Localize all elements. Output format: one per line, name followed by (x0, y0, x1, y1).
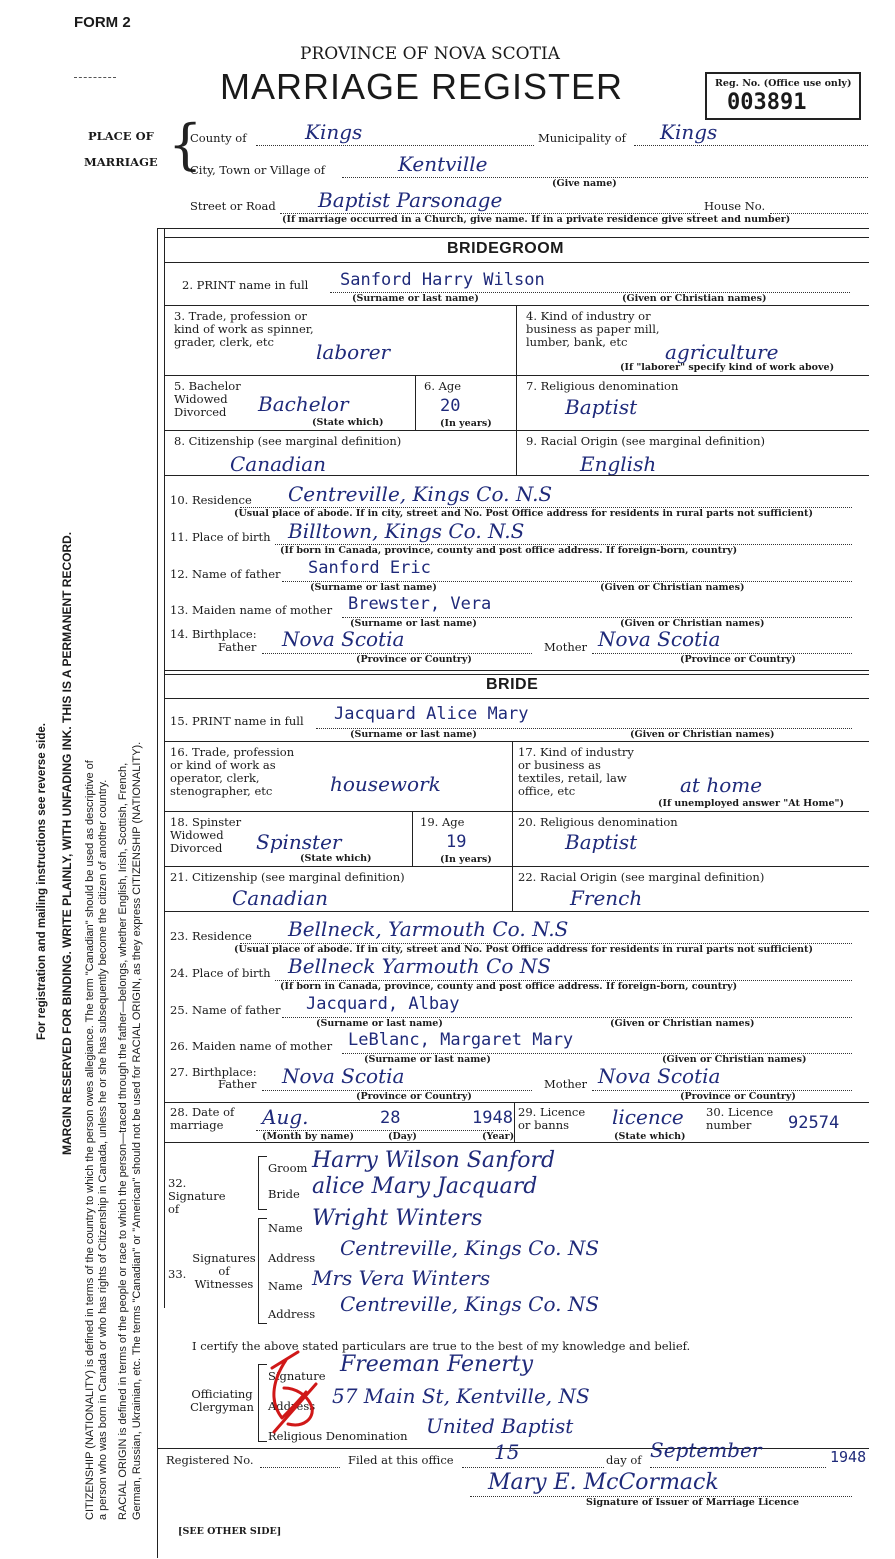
f29-label: 29. Licence or banns (518, 1105, 586, 1132)
groom-birthplace: Billtown, Kings Co. N.S (288, 519, 525, 543)
municipality-label: Municipality of (538, 131, 626, 145)
clergy-signature: Freeman Fenerty (340, 1352, 534, 1377)
page-title: MARRIAGE REGISTER (220, 66, 624, 107)
licence-or-banns: licence (612, 1105, 684, 1129)
issuer-signature: Mary E. McCormack (488, 1470, 719, 1495)
county-label: County of (190, 131, 247, 145)
place-brace: { (168, 113, 203, 176)
place-note: (If marriage occurred in a Church, give name. If in a private residence give street and number) (282, 214, 791, 225)
margin-mark (74, 77, 116, 78)
given-note: (Given or Christian names) (622, 293, 767, 304)
bride-prov-note-1: (Province or Country) (356, 1091, 472, 1102)
bride-status: Spinster (256, 830, 342, 854)
bride-prov-note-2: (Province or Country) (680, 1091, 796, 1102)
municipality-value: Kings (660, 120, 718, 144)
groom-sig-label: Groom (268, 1161, 308, 1175)
prov-note-2: (Province or Country) (680, 654, 796, 665)
county-value: Kings (305, 120, 363, 144)
margin-line-2: For registration and mailing instructions see reverse side. (36, 723, 48, 1040)
reg-no-label: Reg. No. (Office use only) (715, 78, 852, 89)
witnesses-label: Signatures of Witnesses (192, 1251, 256, 1291)
place-header-2: MARRIAGE (84, 155, 158, 169)
bride-father-birthplace: Nova Scotia (282, 1064, 405, 1088)
margin-line-4: a person who was born in Canada or who has rights of Citizenship in Canada, unless he or she has subsequently become the citizen of another country. (97, 779, 109, 1520)
residence-note: (Usual place of abode. If in city, street and No. Post Office address for residents in rural parts not sufficient) (234, 508, 813, 519)
w1-address-label: Address (268, 1251, 316, 1265)
place-header-1: PLACE OF (88, 129, 154, 143)
surname-note: (Surname or last name) (352, 293, 479, 304)
f5-label: 5. Bachelor Widowed Divorced (174, 379, 241, 419)
filed-month: September (650, 1438, 762, 1462)
f7-label: 7. Religious denomination (526, 379, 679, 393)
issuer-label: Signature of Issuer of Marriage Licence (586, 1497, 799, 1508)
bride-birth-note: (If born in Canada, province, county and post office address. If foreign-born, country) (280, 981, 738, 992)
witness-2-name: Mrs Vera Winters (312, 1266, 491, 1290)
bride-section-title: BRIDE (486, 676, 539, 693)
signature-label: Signature (268, 1369, 326, 1383)
bride-father-label: Father (218, 1077, 257, 1091)
w1-name-label: Name (268, 1221, 303, 1235)
groom-father: Sanford Eric (308, 558, 431, 578)
red-check-mark (264, 1348, 326, 1434)
father-surname-note: (Surname or last name) (310, 582, 437, 593)
groom-section-title: BRIDEGROOM (447, 240, 564, 257)
f32-label: 32. Signature of (168, 1176, 226, 1216)
father-given-note: (Given or Christian names) (600, 582, 745, 593)
bride-birthplace: Bellneck Yarmouth Co NS (288, 954, 551, 978)
filed-day: 15 (494, 1440, 520, 1464)
f16-label: 16. Trade, profession or kind of work as operator, clerk, stenographer, etc (170, 745, 295, 798)
street-label: Street or Road (190, 199, 276, 213)
bride-industry: at home (680, 773, 763, 797)
w2-address-label: Address (268, 1307, 316, 1321)
bride-age: 19 (446, 832, 467, 852)
f12-label: 12. Name of father (170, 567, 281, 581)
f17-note: (If unemployed answer "At Home") (658, 798, 844, 809)
margin-line-3: CITIZENSHIP (NATIONALITY) is defined in terms of the country to which the person owes allegiance. The term "Canadian" should be used as descriptive of (84, 760, 96, 1520)
margin-line-1: MARGIN RESERVED FOR BINDING. WRITE PLAINLY, WITH UNFADING INK. THIS IS A PERMANENT RECORD. (60, 531, 74, 1155)
f28-label: 28. Date of marriage (170, 1105, 235, 1132)
form-label: FORM 2 (74, 14, 131, 31)
sig-bracket (258, 1156, 267, 1210)
clergy-denomination: United Baptist (426, 1414, 574, 1438)
state-which-29: (State which) (614, 1131, 686, 1142)
margin-line-6: German, Russian, Ukrainian, etc. The terms "Canadian" or "American" should not be used for RACIAL ORIGIN, as they express CITIZENSHIP (NATIONALITY). (131, 741, 143, 1520)
in-years-note: (In years) (440, 418, 492, 429)
clergy-address-label: Address (268, 1399, 316, 1413)
bride-religion: Baptist (565, 830, 638, 854)
registered-label: Registered No. (166, 1453, 254, 1467)
bride-father: Jacquard, Albay (306, 994, 460, 1014)
clergy-label: Officiating Clergyman (190, 1387, 254, 1414)
day-note: (Day) (388, 1131, 417, 1142)
filed-label: Filed at this office (348, 1453, 454, 1467)
bride-state-which: (State which) (300, 853, 372, 864)
province-heading: PROVINCE OF NOVA SCOTIA (300, 44, 560, 64)
f6-label: 6. Age (424, 379, 462, 393)
mother-surname-note: (Surname or last name) (350, 618, 477, 629)
groom-residence: Centreville, Kings Co. N.S (288, 482, 553, 506)
f15-label: 15. PRINT name in full (170, 714, 304, 728)
f30-label: 30. Licence number (706, 1105, 774, 1132)
bride-trade: housework (330, 772, 441, 796)
bride-residence: Bellneck, Yarmouth Co. N.S (288, 917, 569, 941)
licence-number: 92574 (788, 1113, 840, 1133)
year-note: (Year) (482, 1131, 515, 1142)
month-note: (Month by name) (262, 1131, 354, 1142)
w2-name-label: Name (268, 1279, 303, 1293)
birth-note: (If born in Canada, province, county and post office address. If foreign-born, country) (280, 545, 738, 556)
bride-sig-label: Bride (268, 1187, 300, 1201)
f9-label: 9. Racial Origin (see marginal definition) (526, 434, 766, 448)
clergy-address: 57 Main St, Kentville, NS (332, 1384, 590, 1408)
f10-label: 10. Residence (170, 493, 252, 507)
f20-label: 20. Religious denomination (518, 815, 678, 829)
groom-mother-birthplace: Nova Scotia (598, 627, 721, 651)
bride-father-given-note: (Given or Christian names) (610, 1018, 755, 1029)
bride-in-years: (In years) (440, 854, 492, 865)
marriage-day: 28 (380, 1108, 401, 1128)
bride-origin: French (570, 886, 643, 910)
bride-citizenship: Canadian (232, 886, 329, 910)
filed-year: 1948 (830, 1448, 867, 1466)
f18-label: 18. Spinster Widowed Divorced (170, 815, 242, 855)
reg-no-value: 003891 (727, 90, 807, 115)
groom-trade: laborer (316, 340, 391, 364)
marriage-year: 1948 (472, 1108, 513, 1128)
f2-label: 2. PRINT name in full (182, 278, 309, 292)
witness-1-address: Centreville, Kings Co. NS (340, 1236, 600, 1260)
groom-age: 20 (440, 396, 461, 416)
groom-citizenship: Canadian (230, 452, 327, 476)
give-name-note: (Give name) (552, 178, 617, 189)
denomination-label: Religious Denomination (268, 1429, 408, 1443)
f33-label: 33. (168, 1267, 187, 1281)
witness-bracket (258, 1218, 267, 1324)
f8-label: 8. Citizenship (see marginal definition) (174, 434, 402, 448)
groom-religion: Baptist (565, 395, 638, 419)
witness-1-name: Wright Winters (312, 1206, 483, 1231)
f23-label: 23. Residence (170, 929, 252, 943)
bride-surname-note: (Surname or last name) (350, 729, 477, 740)
f19-label: 19. Age (420, 815, 465, 829)
bride-mother-birthplace: Nova Scotia (598, 1064, 721, 1088)
f14-label: 14. Birthplace: (170, 627, 257, 641)
bride-signature: alice Mary Jacquard (312, 1174, 538, 1199)
bride-given-note: (Given or Christian names) (630, 729, 775, 740)
groom-name: Sanford Harry Wilson (340, 270, 545, 290)
mother-given-note: (Given or Christian names) (620, 618, 765, 629)
house-label: House No. (704, 199, 766, 213)
groom-father-birthplace: Nova Scotia (282, 627, 405, 651)
groom-mother: Brewster, Vera (348, 594, 492, 614)
f22-label: 22. Racial Origin (see marginal definition) (518, 870, 765, 884)
f27-label: 27. Birthplace: (170, 1065, 257, 1079)
f17-label: 17. Kind of industry or business as textiles, retail, law office, etc (518, 745, 634, 798)
mother-label: Mother (544, 640, 588, 654)
groom-industry: agriculture (665, 340, 779, 364)
f3-label: 3. Trade, profession or kind of work as spinner, grader, clerk, etc (174, 309, 314, 349)
f26-label: 26. Maiden name of mother (170, 1039, 333, 1053)
father-label: Father (218, 640, 257, 654)
groom-status: Bachelor (258, 392, 349, 416)
prov-note-1: (Province or Country) (356, 654, 472, 665)
day-of-label: day of (606, 1453, 642, 1467)
see-other-side: [SEE OTHER SIDE] (178, 1526, 282, 1537)
marriage-month: Aug. (262, 1105, 309, 1129)
city-label: City, Town or Village of (190, 163, 326, 177)
witness-2-address: Centreville, Kings Co. NS (340, 1292, 600, 1316)
reg-no-box (705, 72, 861, 120)
street-value: Baptist Parsonage (318, 188, 503, 212)
margin-line-5: RACIAL ORIGIN is defined in terms of the people or race to which the person—traced through the father—belongs, whether English, Irish, Scottish, French, (117, 762, 129, 1520)
groom-origin: English (580, 452, 657, 476)
state-which-note: (State which) (312, 417, 384, 428)
f4-note: (If "laborer" specify kind of work above) (620, 362, 835, 373)
certify-text: I certify the above stated particulars are true to the best of my knowledge and belief. (192, 1339, 691, 1353)
groom-signature: Harry Wilson Sanford (312, 1148, 556, 1173)
f25-label: 25. Name of father (170, 1003, 281, 1017)
bride-mother-label: Mother (544, 1077, 588, 1091)
bride-mother-surname-note: (Surname or last name) (364, 1054, 491, 1065)
bride-mother: LeBlanc, Margaret Mary (348, 1030, 574, 1050)
city-value: Kentville (398, 152, 488, 176)
bride-name: Jacquard Alice Mary (334, 704, 529, 724)
f11-label: 11. Place of birth (170, 530, 271, 544)
f21-label: 21. Citizenship (see marginal definition) (170, 870, 405, 884)
bride-father-surname-note: (Surname or last name) (316, 1018, 443, 1029)
bride-residence-note: (Usual place of abode. If in city, street and No. Post Office address for residents in rural parts not sufficient) (234, 944, 813, 955)
bride-mother-given-note: (Given or Christian names) (662, 1054, 807, 1065)
f24-label: 24. Place of birth (170, 966, 271, 980)
f4-label: 4. Kind of industry or business as paper mill, lumber, bank, etc (526, 309, 660, 349)
f13-label: 13. Maiden name of mother (170, 603, 333, 617)
